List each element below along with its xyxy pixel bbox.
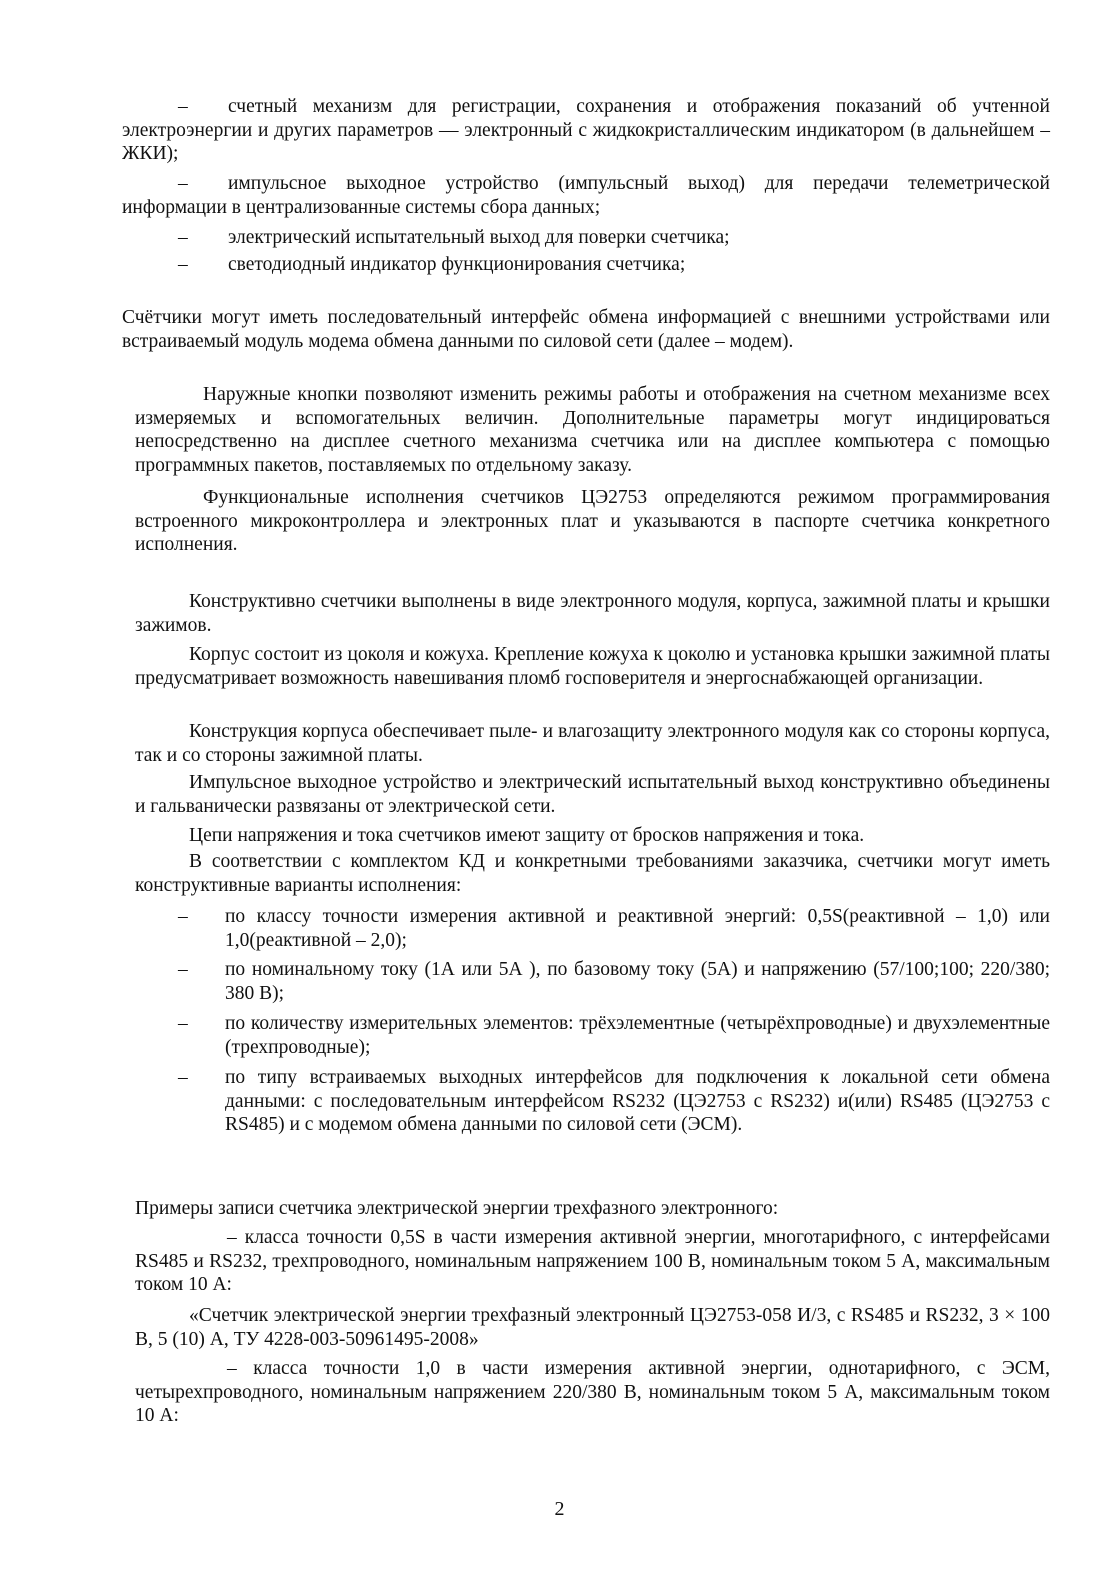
list-item-text: по классу точности измерения активной и реактивной энергий: 0,5S(реактивной – 1,0) или 1,0(реактивной – 2,0); xyxy=(225,906,1050,951)
example-quote: «Счетчик электрической энергии трехфазный электронный ЦЭ2753-058 И/3, с RS485 и RS232, 3 × 100 В, 5 (10) А, ТУ 4228-003-50961495-2008» xyxy=(135,1305,1050,1350)
list-item-text: по номинальному току (1А или 5А ), по базовому току (5А) и напряжению (57/100;100; 220/380; 380 В); xyxy=(225,959,1050,1004)
example-paragraph: – класса точности 1,0 в части измерения активной энергии, однотарифного, с ЭСМ, четырехпроводного, номинальным напряжением 220/380 В, номинальным током 5 А, максимальным током 10 А: xyxy=(135,1358,1050,1426)
list-item-text: электрический испытательный выход для поверки счетчика; xyxy=(228,227,730,248)
list-dash: – xyxy=(178,227,188,248)
paragraph: Цепи напряжения и тока счетчиков имеют защиту от бросков напряжения и тока. xyxy=(189,825,865,846)
list-item-text: светодиодный индикатор функционирования счетчика; xyxy=(228,254,686,275)
page-number: 2 xyxy=(554,1498,565,1520)
list-dash: – xyxy=(178,959,188,980)
list-item-text: по типу встраиваемых выходных интерфейсов для подключения к локальной сети обмена данными: с последовательным интерфейсом RS232 (ЦЭ2753 с RS232) и(или) RS485 (ЦЭ2753 с RS485) и с модемом обмена данными по силовой сети (ЭСМ). xyxy=(225,1067,1050,1135)
list-item-text: импульсное выходное устройство (импульсный выход) для передачи телеметрической информации в централизованные системы сбора данных; xyxy=(122,173,1050,218)
list-item-text: счетный механизм для регистрации, сохранения и отображения показаний об учтенной электроэнергии и других параметров — электронный с жидкокристаллическим индикатором (в дальнейшем – ЖКИ); xyxy=(122,96,1050,164)
list-dash: – xyxy=(178,906,188,927)
example-paragraph: – класса точности 0,5S в части измерения активной энергии, многотарифного, с интерфейсами RS485 и RS232, трехпроводного, номинальным напряжением 100 В, номинальным током 5 А, максимальным током 10 А: xyxy=(135,1227,1050,1295)
paragraph: Наружные кнопки позволяют изменить режимы работы и отображения на счетном механизме всех измеряемых и вспомогательных величин. Дополнительные параметры могут индицироваться непосредственно на дисплее счетного механизма счетчика или на дисплее компьютера с помощью программных пакетов, поставляемых по отдельному заказу. xyxy=(135,384,1050,476)
list-dash: – xyxy=(178,96,188,117)
paragraph: Импульсное выходное устройство и электрический испытательный выход конструктивно объединены и гальванически развязаны от электрической сети. xyxy=(135,772,1050,817)
paragraph: В соответствии с комплектом КД и конкретными требованиями заказчика, счетчики могут иметь конструктивные варианты исполнения: xyxy=(135,851,1050,896)
list-dash: – xyxy=(178,1067,188,1088)
paragraph: Конструкция корпуса обеспечивает пыле- и влагозащиту электронного модуля как со стороны корпуса, так и со стороны зажимной платы. xyxy=(135,721,1050,766)
list-item-text: по количеству измерительных элементов: трёхэлементные (четырёхпроводные) и двухэлементные (трехпроводные); xyxy=(225,1013,1050,1058)
list-dash: – xyxy=(178,173,188,194)
list-item xyxy=(122,172,1050,219)
list-dash: – xyxy=(178,1013,188,1034)
paragraph: Конструктивно счетчики выполнены в виде электронного модуля, корпуса, зажимной платы и крышки зажимов. xyxy=(135,591,1050,636)
paragraph: Корпус состоит из цоколя и кожуха. Крепление кожуха к цоколю и установка крышки зажимной платы предусматривает возможность навешивания пломб госповерителя и энергоснабжающей организации. xyxy=(135,644,1050,689)
paragraph: Функциональные исполнения счетчиков ЦЭ2753 определяются режимом программирования встроенного микроконтроллера и электронных плат и указываются в паспорте счетчика конкретного исполнения. xyxy=(135,487,1050,555)
list-dash: – xyxy=(178,254,188,275)
examples-heading: Примеры записи счетчика электрической энергии трехфазного электронного: xyxy=(135,1198,779,1219)
list-item xyxy=(122,95,1050,166)
paragraph: Счётчики могут иметь последовательный интерфейс обмена информацией с внешними устройствами или встраиваемый модуль модема обмена данными по силовой сети (далее – модем). xyxy=(122,307,1050,352)
